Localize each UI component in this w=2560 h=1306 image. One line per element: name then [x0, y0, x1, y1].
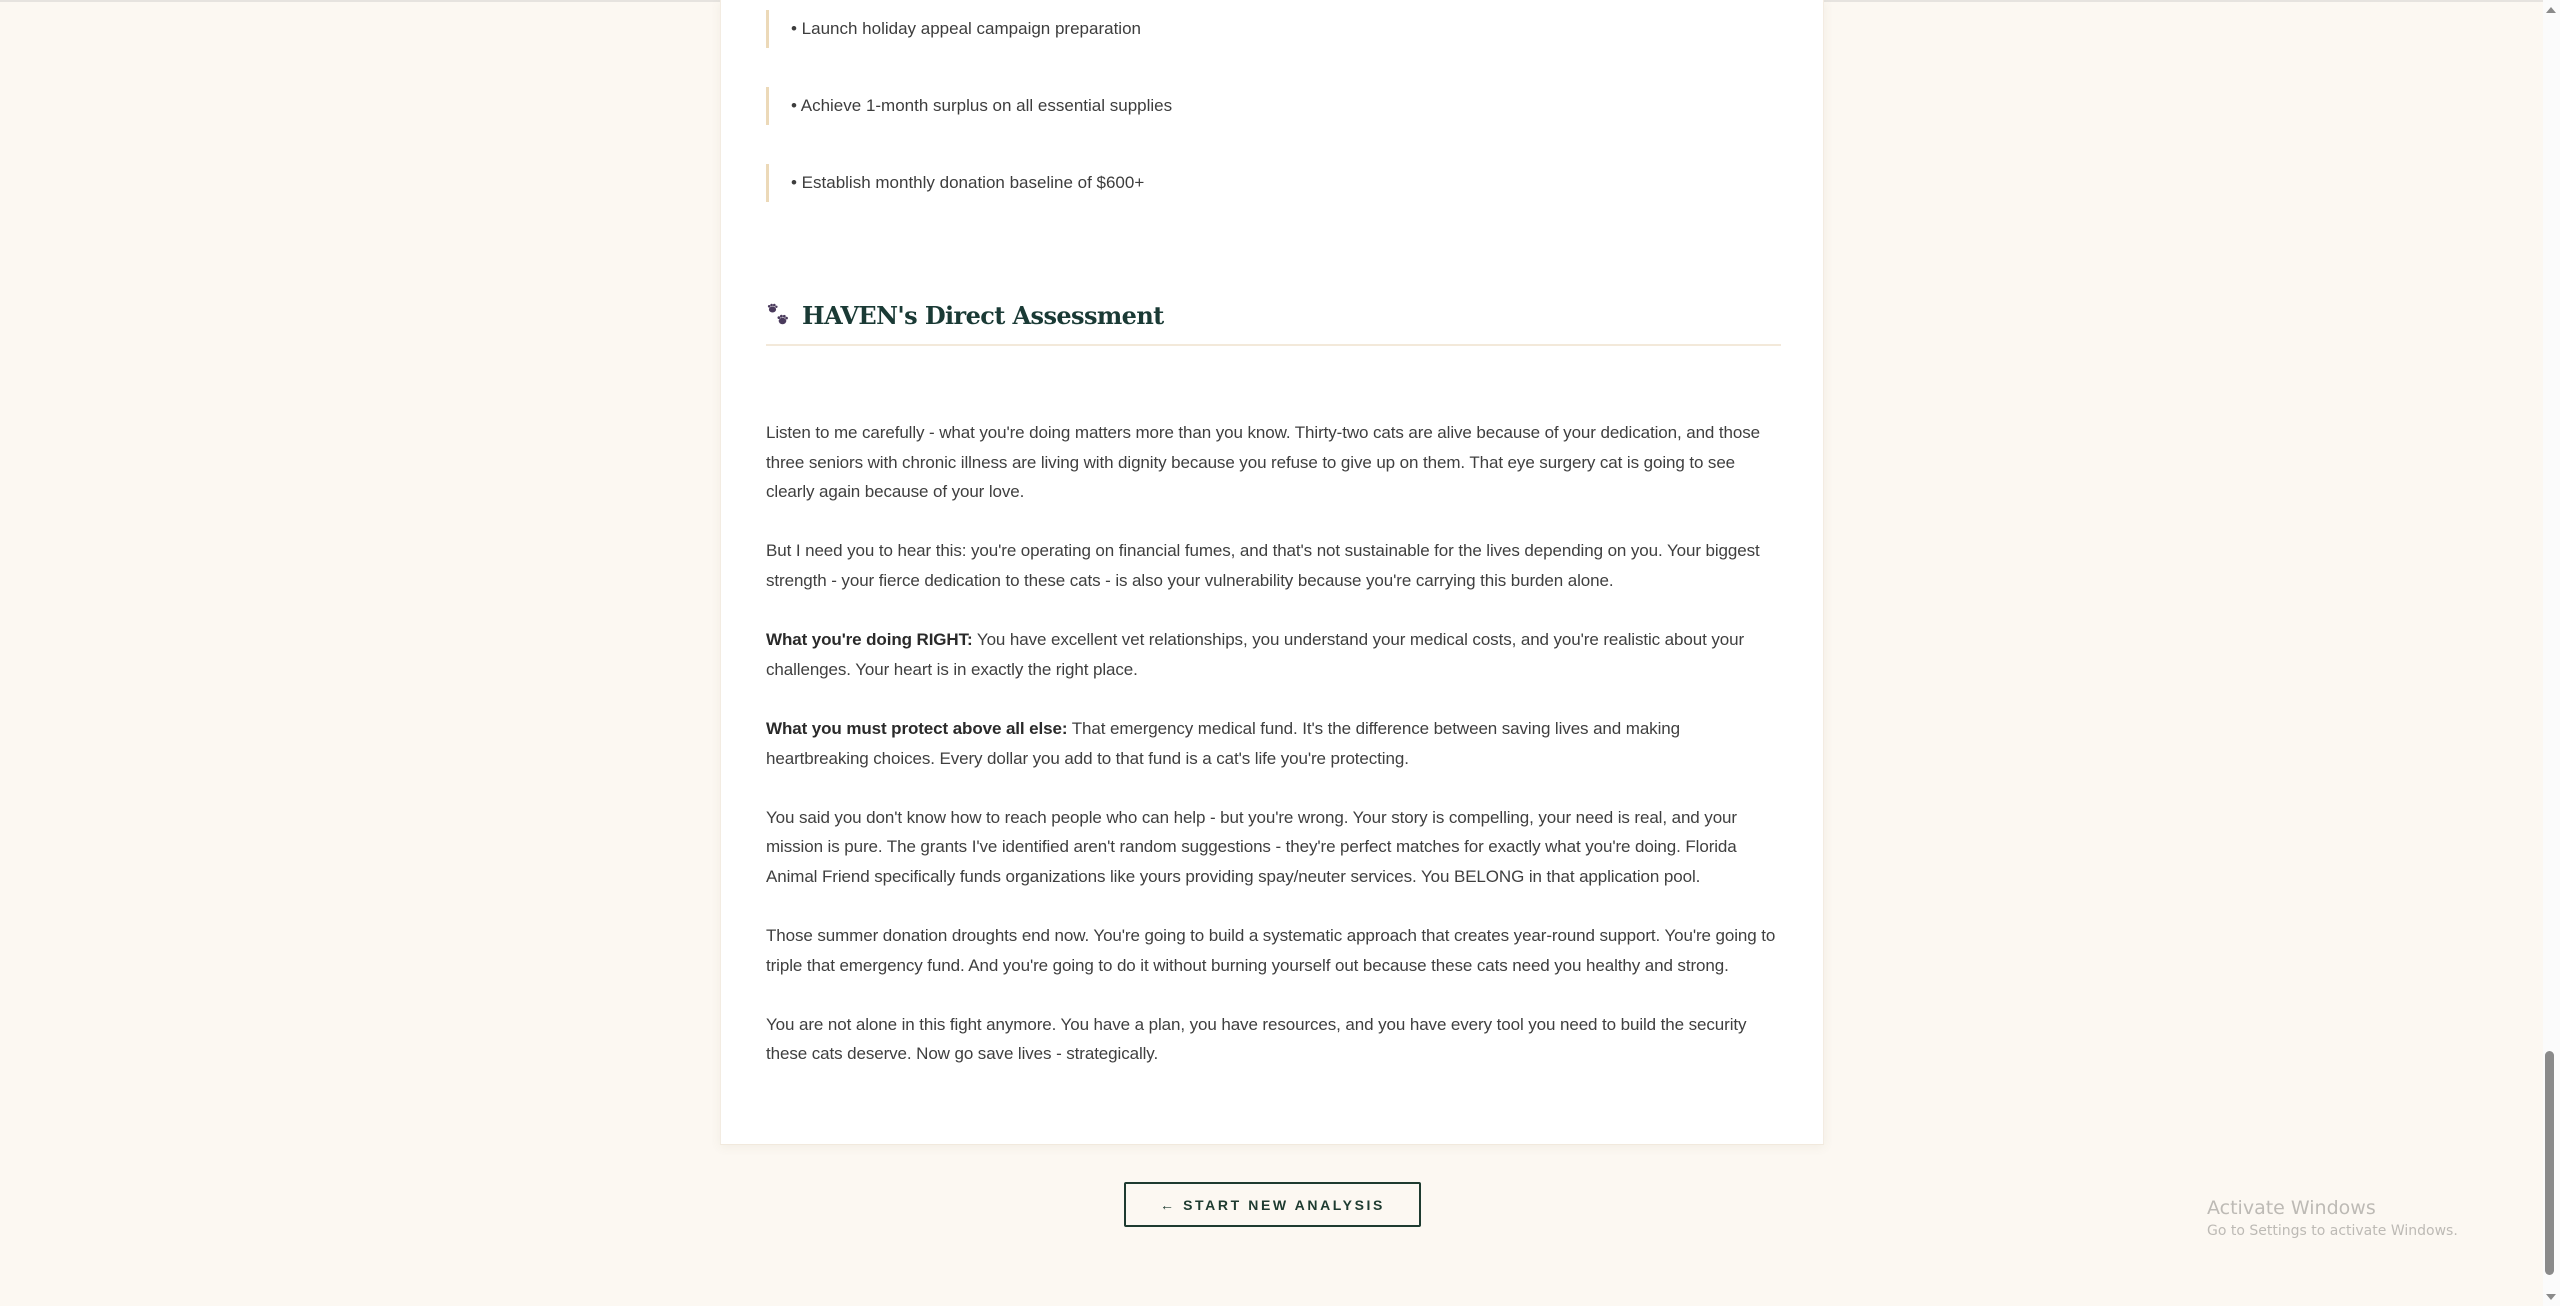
paragraph-text: But I need you to hear this: you're operating on financial fumes, and that's not sustainable for the lives depending on you. Your biggest strength - your fierce dedication to these cats - is also your vulnerability because you're carrying this burden alone.	[766, 541, 1760, 590]
goals-list	[766, 10, 1776, 241]
paw-prints-icon	[766, 302, 792, 328]
assessment-paragraph	[766, 714, 1786, 773]
paragraph-text: That emergency medical fund. It's the difference between saving lives and making heartbreaking choices. Every dollar you add to that fund is a cat's life you're protecting.	[766, 718, 1680, 768]
results-card	[720, 0, 1824, 1145]
activate-windows-title: Activate Windows	[2207, 1197, 2376, 1219]
assessment-heading	[766, 296, 1781, 346]
assessment-paragraph	[766, 536, 1786, 595]
page-scrollbar[interactable]	[2543, 0, 2560, 1306]
scroll-down-arrow-icon[interactable]	[2546, 1294, 2556, 1300]
activate-windows-subtitle: Go to Settings to activate Windows.	[2207, 1223, 2458, 1239]
goal-item	[766, 164, 1776, 202]
paragraph-text: Those summer donation droughts end now. You're going to build a systematic approach that creates year-round support. You're going to triple that emergency fund. And you're going to do it without burning yourself out because these cats need you healthy and strong.	[766, 926, 1776, 975]
goal-item-text: • Establish monthly donation baseline of $600+	[791, 173, 1145, 192]
assessment-paragraph	[766, 1010, 1786, 1069]
assessment-paragraph	[766, 803, 1786, 892]
paragraph-text: Listen to me carefully - what you're doing matters more than you know. Thirty-two cats are alive because of your dedication, and those three seniors with chronic illness are living with dignity because you refuse to give up on them. That eye surgery cat is going to see clearly again because of your love.	[766, 423, 1761, 502]
assessment-body	[766, 418, 1786, 1099]
goal-item	[766, 87, 1776, 125]
goal-item-text: • Achieve 1-month surplus on all essential supplies	[791, 96, 1173, 115]
paragraph-lead: What you must protect above all else:	[766, 718, 1068, 738]
goal-item	[766, 10, 1776, 48]
scroll-up-arrow-icon[interactable]	[2546, 7, 2556, 13]
paragraph-text: You have excellent vet relationships, you understand your medical costs, and you're realistic about your challenges. Your heart is in exactly the right place.	[766, 630, 1745, 679]
paragraph-text: You are not alone in this fight anymore. You have a plan, you have resources, and you have every tool you need to build the security these cats deserve. Now go save lives - strategically.	[766, 1014, 1747, 1064]
assessment-paragraph	[766, 625, 1786, 684]
activate-windows-watermark	[2207, 1195, 2458, 1241]
paragraph-text: You said you don't know how to reach people who can help - but you're wrong. Your story is compelling, your need is real, and your mission is pure. The grants I've identified aren't random suggestions - they're perfect matches for exactly what you're doing. Florida Animal Friend specifically funds organizations like yours providing spay/neuter services. You BELONG in that application pool.	[766, 807, 1737, 886]
paragraph-lead: What you're doing RIGHT:	[766, 630, 973, 650]
start-new-analysis-button[interactable]: ← START NEW ANALYSIS	[1124, 1182, 1421, 1227]
goal-item-text: • Launch holiday appeal campaign preparation	[791, 19, 1141, 38]
assessment-title: HAVEN's Direct Assessment	[802, 301, 1164, 330]
scrollbar-thumb[interactable]	[2545, 1051, 2554, 1275]
assessment-paragraph	[766, 921, 1786, 980]
assessment-paragraph	[766, 418, 1786, 507]
